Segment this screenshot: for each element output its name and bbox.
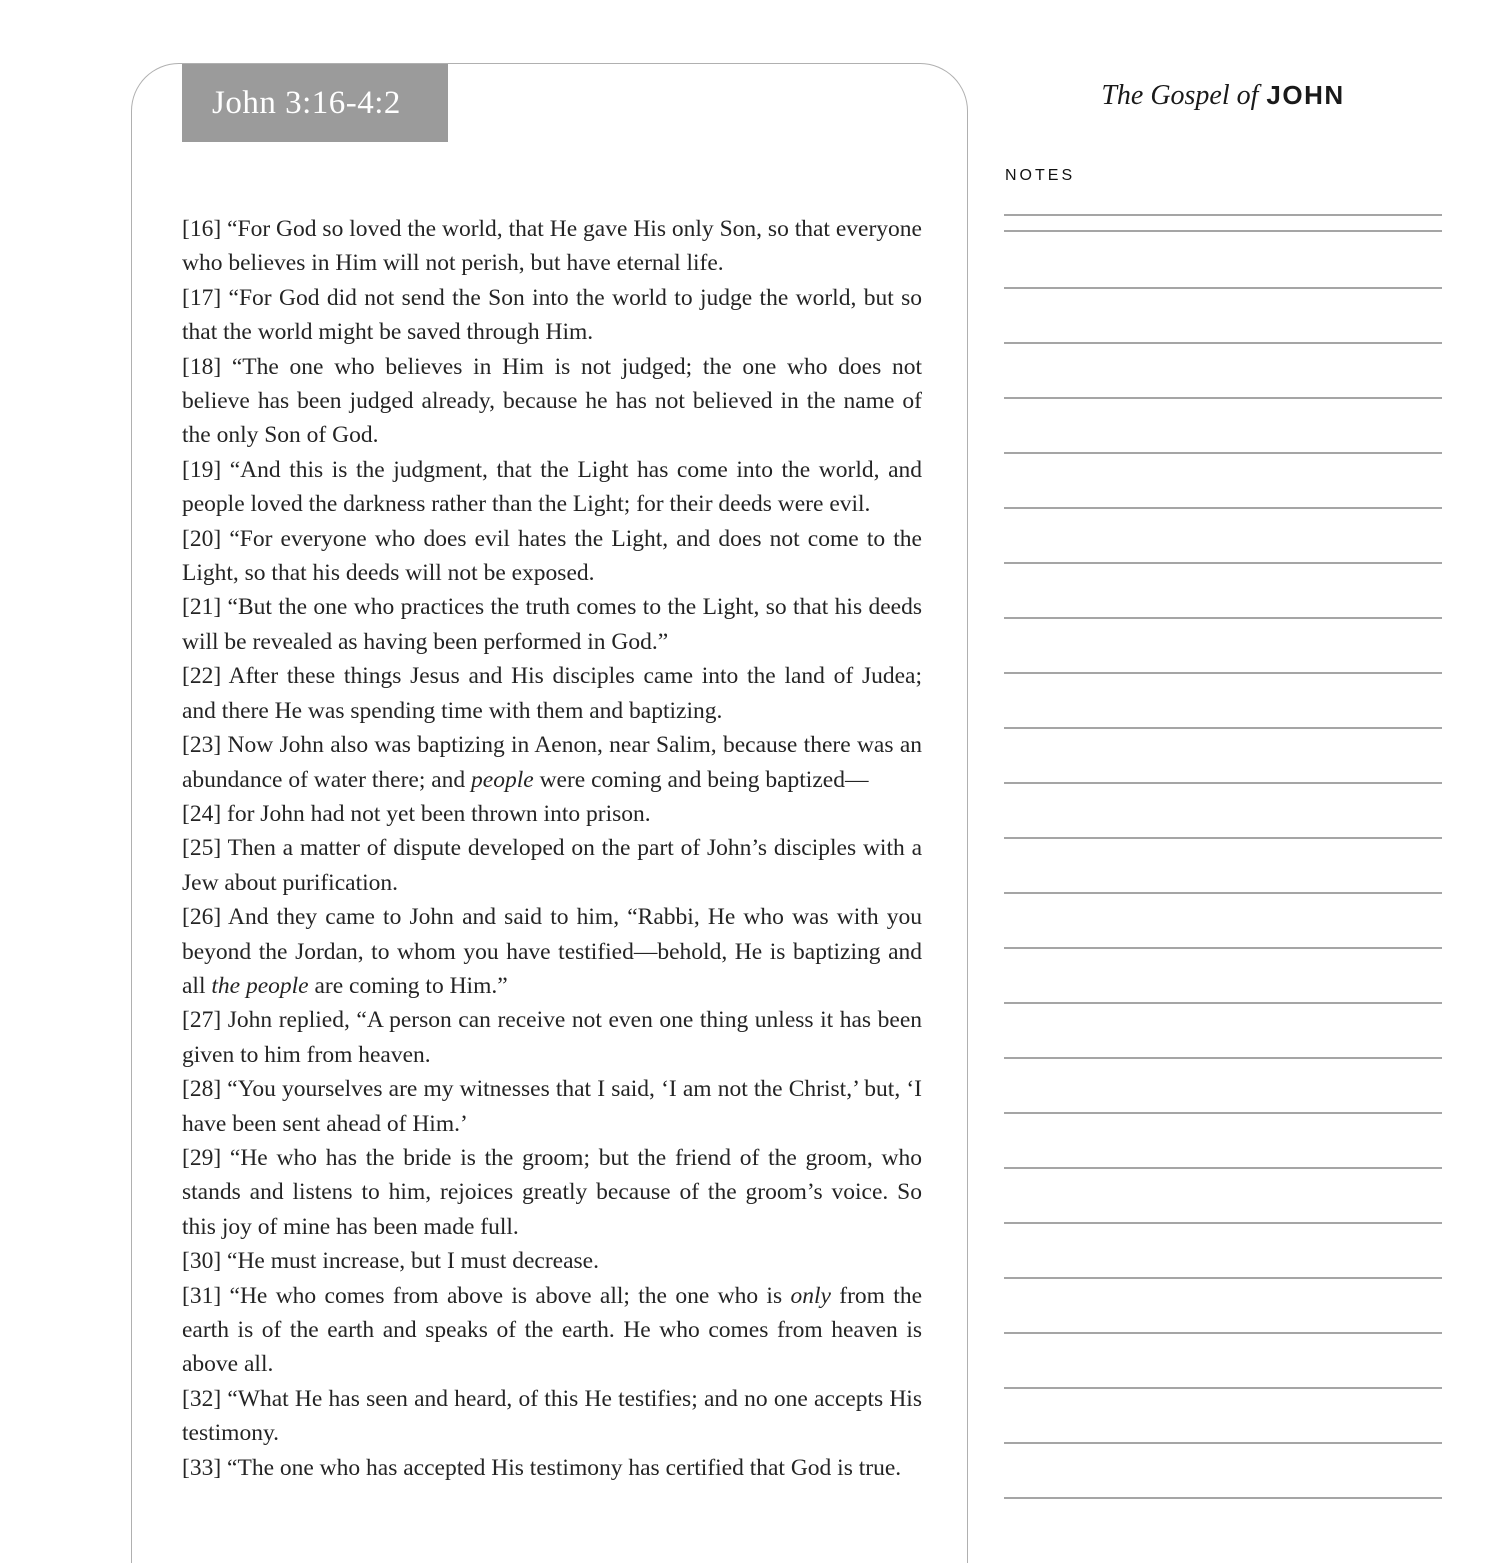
verse-number: [17]: [182, 284, 229, 311]
verse-number: [29]: [182, 1144, 230, 1171]
verse-number: [31]: [182, 1282, 230, 1309]
notes-rule-top-1: [1004, 214, 1442, 216]
verse-number: [25]: [182, 835, 228, 862]
verse-20: [20] “For everyone who does evil hates the Light, and does not come to the Light, so that his deeds will not be exposed.: [182, 525, 922, 587]
verse-33: [33] “The one who has accepted His testimony has certified that God is true.: [182, 1454, 902, 1481]
verse-17: [17] “For God did not send the Son into the world to judge the world, but so that the world might be saved through Him.: [182, 284, 922, 346]
verse-number: [30]: [182, 1248, 228, 1275]
verse-number: [27]: [182, 1007, 228, 1034]
book-header-bold: JOHN: [1266, 80, 1345, 110]
verse-16: [16] “For God so loved the world, that He gave His only Son, so that everyone who believes in Him will not perish, but have eternal life.: [182, 216, 922, 277]
verse-26: [26] And they came to John and said to him, “Rabbi, He who was with you beyond the Jordan, to whom you have testified—behold, He is baptizing and all the people are coming to Him.”: [182, 904, 922, 999]
verse-number: [23]: [182, 732, 228, 759]
verse-18: [18] “The one who believes in Him is not judged; the one who does not believe has been judged already, because he has not believed in the name of the only Son of God.: [182, 353, 923, 449]
verse-number: [28]: [182, 1076, 228, 1103]
verse-27: [27] John replied, “A person can receive not even one thing unless it has been given to him from heaven.: [182, 1007, 922, 1068]
verse-23: [23] Now John also was baptizing in Aenon, near Salim, because there was an abundance of water there; and people were coming and being baptized—: [182, 732, 923, 793]
verse-25: [25] Then a matter of dispute developed on the part of John’s disciples with a Jew about purification.: [182, 835, 922, 896]
verse-number: [33]: [182, 1454, 228, 1481]
notes-ruled-lines: [1004, 287, 1442, 1500]
verse-number: [26]: [182, 904, 229, 931]
notes-rule-top-2: [1004, 230, 1442, 232]
verse-number: [22]: [182, 663, 229, 690]
notes-label: NOTES: [1005, 167, 1076, 184]
verse-number: [32]: [182, 1385, 228, 1412]
verse-21: [21] “But the one who practices the truth comes to the Light, so that his deeds will be revealed as having been performed in God.”: [182, 594, 922, 655]
book-header-italic: The Gospel of: [1101, 80, 1259, 111]
verse-31: [31] “He who comes from above is above all; the one who is only from the earth is of the earth and speaks of the earth. He who comes from heaven is above all.: [182, 1282, 923, 1378]
book-header: [1004, 80, 1442, 112]
verse-number: [20]: [182, 525, 230, 552]
verse-29: [29] “He who has the bride is the groom; but the friend of the groom, who stands and listens to him, rejoices greatly because of the groom’s voice. So this joy of mine has been made full.: [182, 1144, 923, 1240]
verse-19: [19] “And this is the judgment, that the Light has come into the world, and people loved the darkness rather than the Light; for their deeds were evil.: [182, 456, 923, 518]
passage-reference-box: [182, 64, 448, 142]
verse-24: [24] for John had not yet been thrown into prison.: [182, 800, 651, 827]
verse-28: [28] “You yourselves are my witnesses that I said, ‘I am not the Christ,’ but, ‘I have been sent ahead of Him.’: [182, 1076, 922, 1137]
verse-number: [24]: [182, 800, 228, 827]
verse-22: [22] After these things Jesus and His disciples came into the land of Judea; and there He was spending time with them and baptizing.: [182, 663, 922, 724]
passage-title: John 3:16-4:2: [212, 84, 401, 121]
verse-number: [16]: [182, 216, 228, 242]
verse-30: [30] “He must increase, but I must decrease.: [182, 1248, 599, 1275]
verse-number: [18]: [182, 353, 232, 380]
verse-number: [19]: [182, 456, 230, 483]
verse-32: [32] “What He has seen and heard, of this He testifies; and no one accepts His testimony.: [182, 1385, 922, 1447]
passage-text: [182, 212, 922, 1485]
verse-number: [21]: [182, 594, 228, 621]
